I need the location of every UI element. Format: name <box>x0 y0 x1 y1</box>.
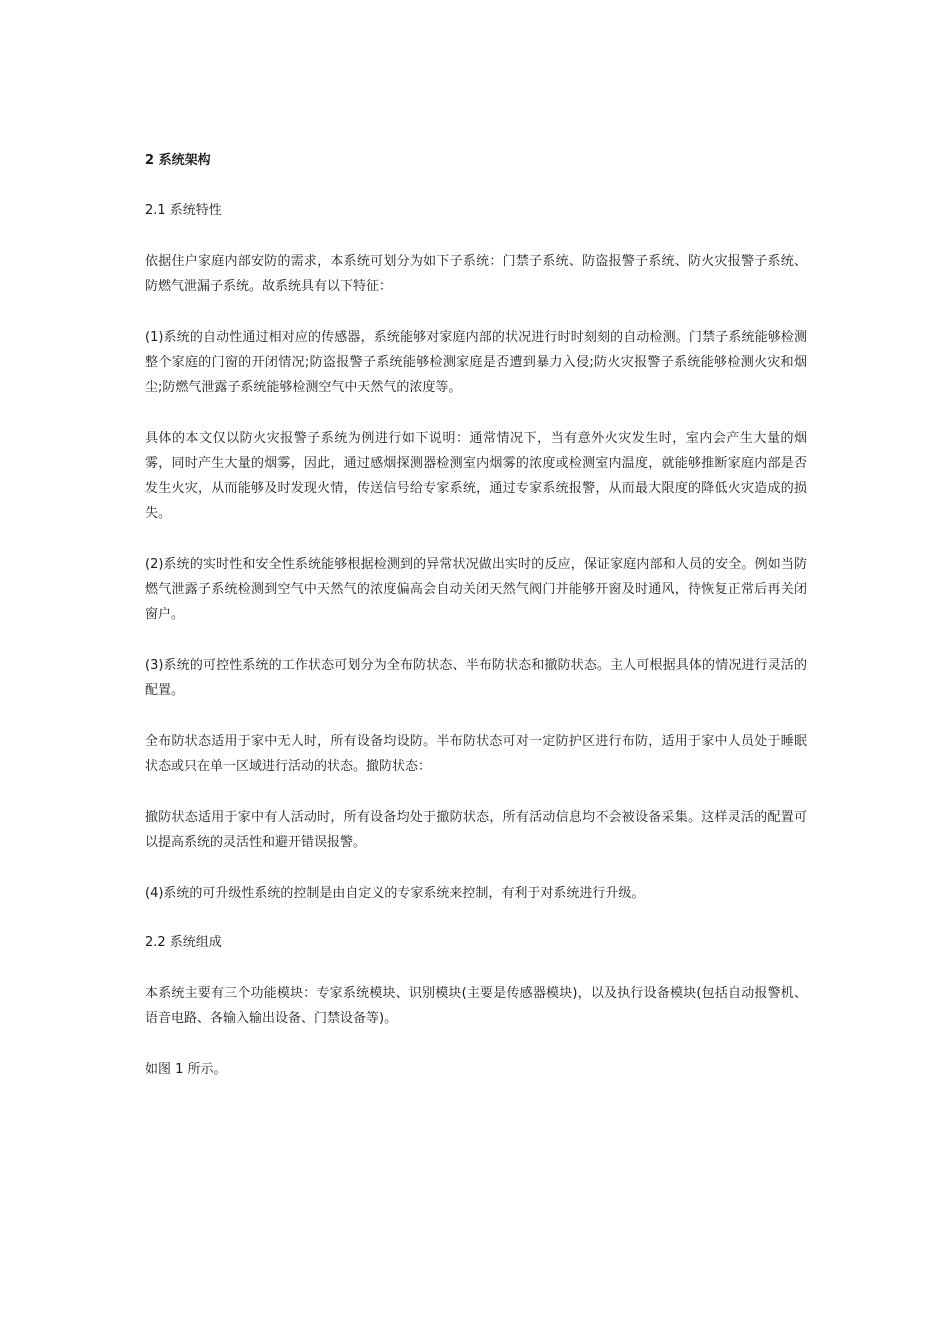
paragraph: (3)系统的可控性系统的工作状态可划分为全布防状态、半布防状态和撤防状态。主人可根据具体的情况进行灵活的配置。 <box>145 658 807 698</box>
paragraph: 依据住户家庭内部安防的需求，本系统可划分为如下子系统：门禁子系统、防盗报警子系统、防火灾报警子系统、防燃气泄漏子系统。故系统具有以下特征： <box>145 254 807 294</box>
paragraph: (2)系统的实时性和安全性系统能够根据检测到的异常状况做出实时的反应，保证家庭内部和人员的安全。例如当防燃气泄露子系统检测到空气中天然气的浓度偏高会自动关闭天然气阀门并能够开窗及时通风，待恢复正常后再关闭窗户。 <box>145 557 807 622</box>
paragraph: 如图 1 所示。 <box>145 1062 227 1077</box>
paragraph: 具体的本文仅以防火灾报警子系统为例进行如下说明：通常情况下，当有意外火灾发生时，室内会产生大量的烟雾，同时产生大量的烟雾，因此，通过感烟探测器检测室内烟雾的浓度或检测室内温度，就能够推断家庭内部是否发生火灾，从而能够及时发现火情，传送信号给专家系统，通过专家系统报警，从而最大限度的降低火灾造成的损失。 <box>145 431 807 521</box>
paragraph: (1)系统的自动性通过相对应的传感器，系统能够对家庭内部的状况进行时时刻刻的自动检测。门禁子系统能够检测整个家庭的门窗的开闭情况;防盗报警子系统能够检测家庭是否遭到暴力入侵;防火灾报警子系统能够检测火灾和烟尘;防燃气泄露子系统能够检测空气中天然气的浓度等。 <box>145 330 807 395</box>
section-heading-2-1: 2.1 系统特性 <box>145 203 222 218</box>
chapter-heading: 2 系统架构 <box>145 153 211 168</box>
paragraph: 本系统主要有三个功能模块：专家系统模块、识别模块(主要是传感器模块)，以及执行设备模块(包括自动报警机、语音电路、各输入输出设备、门禁设备等)。 <box>145 986 807 1026</box>
paragraph: (4)系统的可升级性系统的控制是由自定义的专家系统来控制，有利于对系统进行升级。 <box>145 886 645 901</box>
paragraph: 全布防状态适用于家中无人时，所有设备均设防。半布防状态可对一定防护区进行布防，适用于家中人员处于睡眠状态或只在单一区域进行活动的状态。撤防状态： <box>145 734 807 774</box>
paragraph: 撤防状态适用于家中有人活动时，所有设备均处于撤防状态，所有活动信息均不会被设备采集。这样灵活的配置可以提高系统的灵活性和避开错误报警。 <box>145 810 807 850</box>
document-page <box>145 150 807 1108</box>
section-heading-2-2: 2.2 系统组成 <box>145 935 222 950</box>
